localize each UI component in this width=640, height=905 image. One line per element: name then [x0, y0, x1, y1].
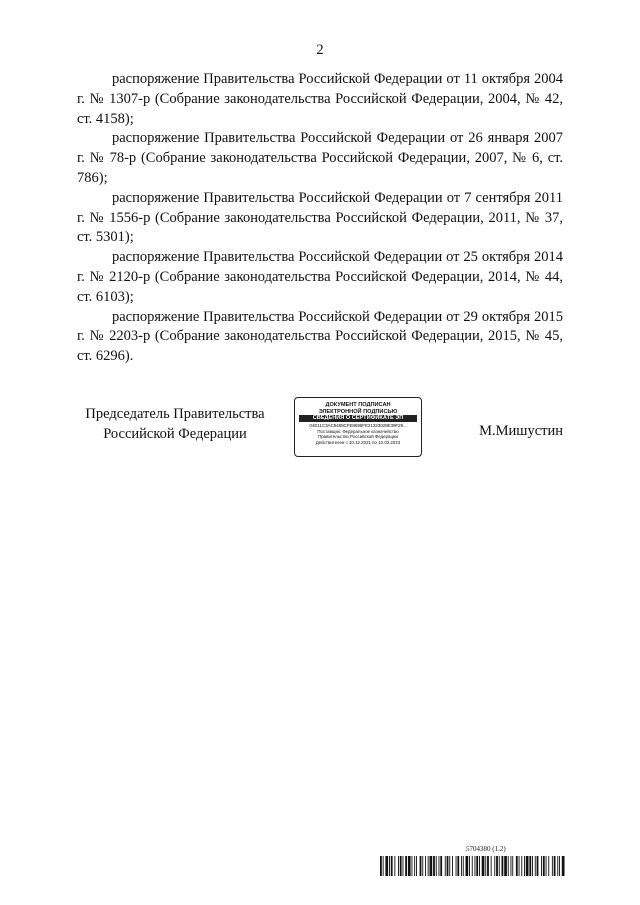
- stamp-line-1: ДОКУМЕНТ ПОДПИСАН: [325, 402, 391, 408]
- page-number: 2: [316, 42, 324, 58]
- stamp-line-2: ЭЛЕКТРОННОЙ ПОДПИСЬЮ: [318, 408, 398, 415]
- list-item: распоряжение Правительства Российской Федерации от 25 октября 2014 г. № 2120-р (Собрание законодательства Российской Федерации, 2014, № 44, ст. 6103);: [77, 249, 563, 305]
- barcode-icon: [380, 856, 565, 876]
- list-item: распоряжение Правительства Российской Федерации от 29 октября 2015 г. № 2203-р (Собрание законодательства Российской Федерации, 2015, № 45, ст. 6296).: [77, 308, 563, 365]
- stamp-certificate: 04E11C3AC5468CFE8686FE21323028E39F29...: [309, 423, 407, 428]
- electronic-signature-stamp: [294, 397, 422, 457]
- signatory-position: [77, 405, 273, 445]
- position-line-1: Председатель Правительства: [85, 406, 265, 422]
- list-item: распоряжение Правительства Российской Федерации от 7 сентября 2011 г. № 1556-р (Собрание законодательства Российской Федерации, 2011, № 37, ст. 5301);: [77, 189, 563, 246]
- stamp-band: СВЕДЕНИЯ О СЕРТИФИКАТЕ ЭП: [299, 415, 417, 422]
- stamp-validity: Действителен с 10.12.2021 по 10.03.2023: [315, 439, 401, 445]
- list-item: распоряжение Правительства Российской Федерации от 26 января 2007 г. № 78-р (Собрание законодательства Российской Федерации, 2007, № 6, ст. 786);: [77, 130, 563, 186]
- document-code: 5704380 (1.2): [466, 845, 506, 853]
- stamp-supplier: Поставщик: Федеральное казначейство: [317, 429, 399, 434]
- position-line-2: Российской Федерации: [103, 425, 247, 442]
- signatory-name: М.Мишустин: [479, 423, 563, 439]
- list-item: распоряжение Правительства Российской Федерации от 11 октября 2004 г. № 1307-р (Собрание законодательства Российской Федерации, 2004, № 42, ст. 4158);: [77, 71, 563, 127]
- document-body: [77, 70, 563, 367]
- stamp-owner: Правительство Российской Федерации: [318, 434, 398, 440]
